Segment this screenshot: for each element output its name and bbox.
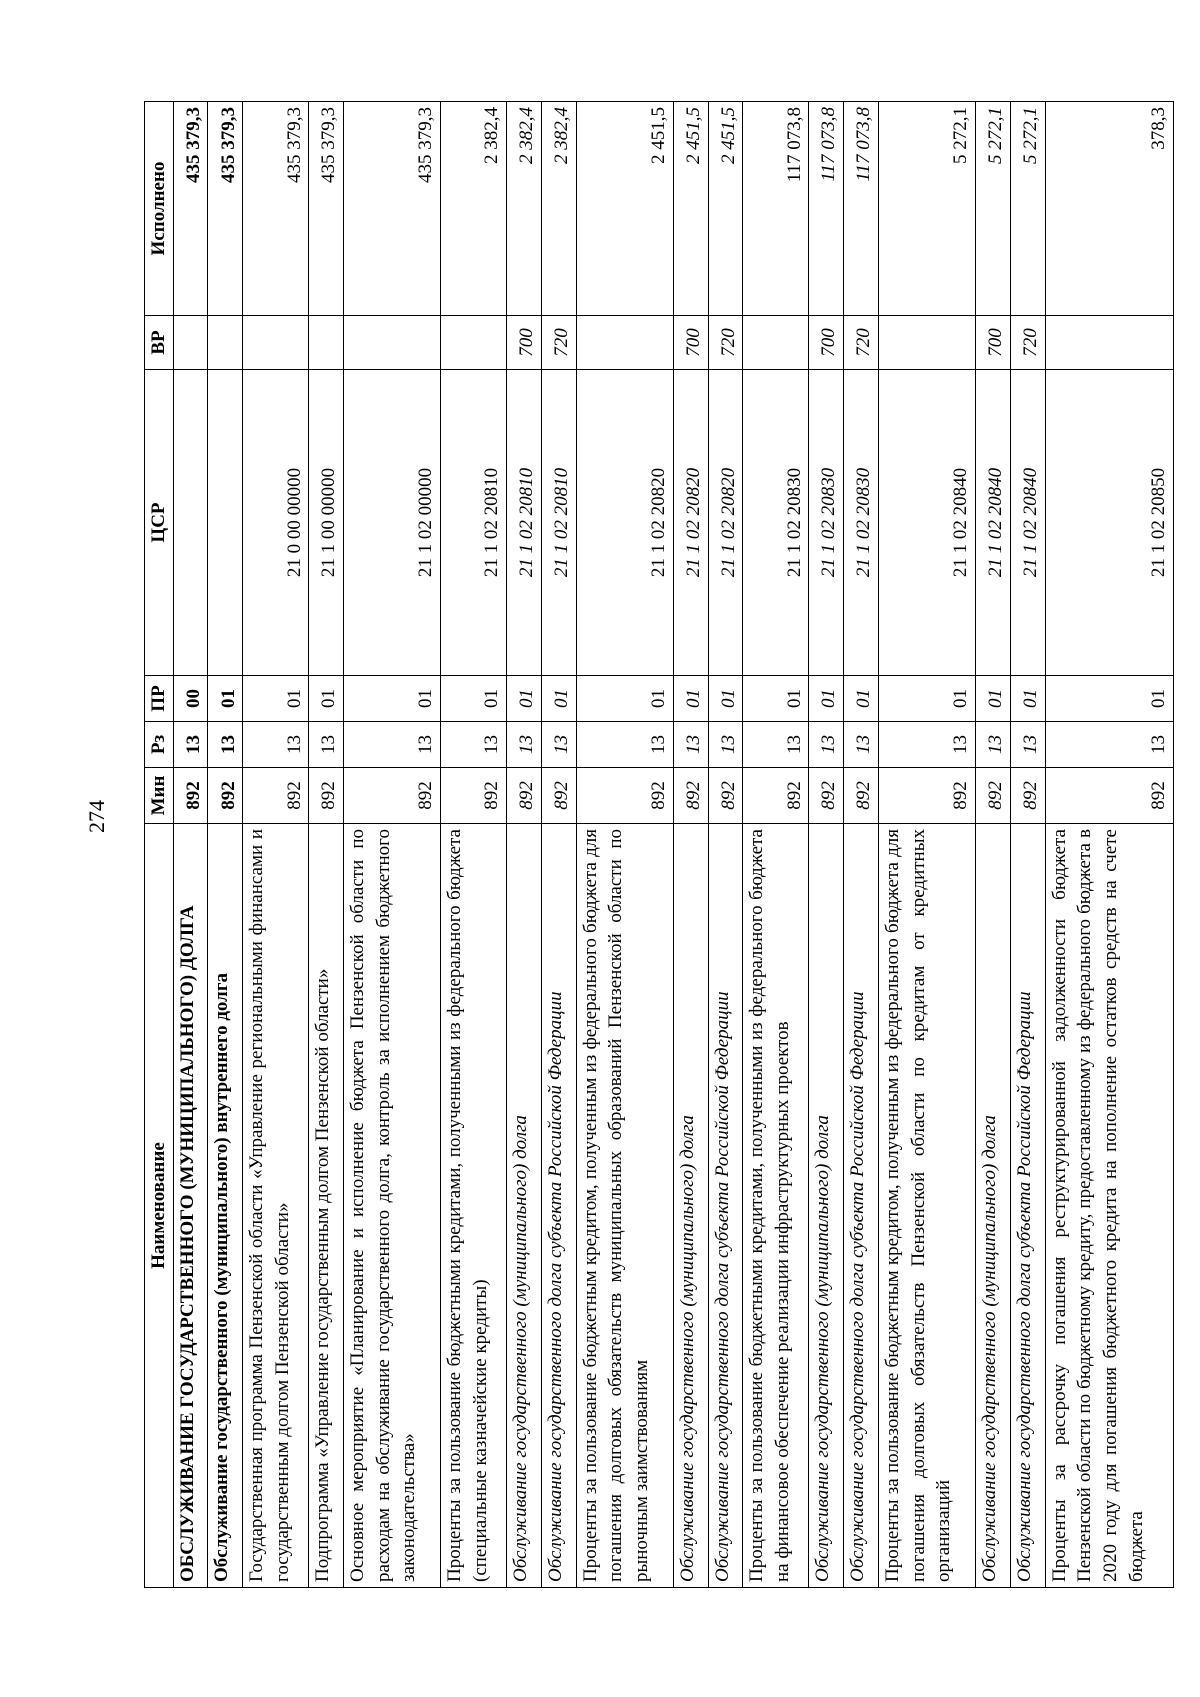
cell-pr: 01 (507, 676, 542, 722)
cell-amount: 5 272,1 (878, 102, 975, 316)
table-row (844, 102, 879, 1588)
cell-vr (208, 316, 243, 370)
table-row (743, 102, 809, 1588)
header-vr: ВР (145, 316, 174, 370)
cell-pr: 01 (343, 676, 440, 722)
header-csr: ЦСР (145, 370, 174, 676)
cell-pr: 01 (541, 676, 576, 722)
table-row (309, 102, 344, 1588)
cell-csr: 21 1 02 20810 (507, 370, 542, 676)
cell-pr: 01 (976, 676, 1011, 722)
cell-name: Проценты за пользование бюджетным кредитом, полученным из федерального бюджета для погашения долговых обязательств Пензенской области по кредитам от кредитных организаций (878, 824, 975, 1588)
cell-amount: 2 451,5 (673, 102, 708, 316)
cell-rz: 13 (243, 722, 309, 768)
cell-pr: 01 (708, 676, 743, 722)
cell-amount: 117 073,8 (809, 102, 844, 316)
header-amount: Исполнено (145, 102, 174, 316)
table-row (507, 102, 542, 1588)
cell-name: Обслуживание государственного (муниципального) долга (976, 824, 1011, 1588)
cell-rz: 13 (576, 722, 673, 768)
cell-amount: 435 379,3 (343, 102, 440, 316)
cell-name: ОБСЛУЖИВАНИЕ ГОСУДАРСТВЕННОГО (МУНИЦИПАЛЬНОГО) ДОЛГА (173, 824, 208, 1588)
cell-amount: 435 379,3 (173, 102, 208, 316)
cell-pr: 01 (1010, 676, 1045, 722)
cell-rz: 13 (673, 722, 708, 768)
cell-vr: 700 (809, 316, 844, 370)
cell-pr: 01 (309, 676, 344, 722)
table-header-row (145, 102, 174, 1588)
cell-rz: 13 (708, 722, 743, 768)
budget-table (144, 101, 1174, 1588)
cell-min: 892 (173, 768, 208, 824)
cell-vr (441, 316, 507, 370)
cell-rz: 13 (743, 722, 809, 768)
cell-csr: 21 1 02 20840 (878, 370, 975, 676)
header-rz: Рз (145, 722, 174, 768)
cell-rz: 13 (844, 722, 879, 768)
cell-min: 892 (507, 768, 542, 824)
cell-name: Проценты за рассрочку погашения реструктурированной задолженности бюджета Пензенской области по бюджетному кредиту, предоставленному из федерального бюджета в 2020 году для погашения бюджетного кредита на пополнение остатков средств на счете бюджета (1045, 824, 1173, 1588)
cell-name: Обслуживание государственного долга субъекта Российской Федерации (541, 824, 576, 1588)
cell-amount: 2 382,4 (541, 102, 576, 316)
cell-vr (576, 316, 673, 370)
cell-amount: 435 379,3 (309, 102, 344, 316)
table-row (1045, 102, 1173, 1588)
cell-min: 892 (1010, 768, 1045, 824)
cell-amount: 2 451,5 (576, 102, 673, 316)
cell-min: 892 (243, 768, 309, 824)
cell-name: Подпрограмма «Управление государственным долгом Пензенской области» (309, 824, 344, 1588)
cell-name: Обслуживание государственного (муниципального) долга (507, 824, 542, 1588)
cell-name: Проценты за пользование бюджетными кредитами, полученными из федерального бюджета (специальные казначейские кредиты) (441, 824, 507, 1588)
table-row (809, 102, 844, 1588)
cell-pr: 01 (208, 676, 243, 722)
cell-name: Государственная программа Пензенской области «Управление региональными финансами и государственным долгом Пензенской области» (243, 824, 309, 1588)
cell-rz: 13 (541, 722, 576, 768)
cell-csr: 21 1 02 20830 (743, 370, 809, 676)
cell-csr: 21 1 02 20810 (441, 370, 507, 676)
cell-csr: 21 1 02 20810 (541, 370, 576, 676)
cell-amount: 378,3 (1045, 102, 1173, 316)
cell-min: 892 (441, 768, 507, 824)
cell-csr: 21 1 02 00000 (343, 370, 440, 676)
cell-pr: 01 (743, 676, 809, 722)
cell-vr: 700 (507, 316, 542, 370)
cell-name: Основное мероприятие «Планирование и исполнение бюджета Пензенской области по расходам на обслуживание государственного долга, контроль за исполнением бюджетного законодательства» (343, 824, 440, 1588)
cell-min: 892 (343, 768, 440, 824)
cell-pr: 01 (576, 676, 673, 722)
cell-vr (173, 316, 208, 370)
cell-min: 892 (1045, 768, 1173, 824)
cell-csr: 21 1 00 00000 (309, 370, 344, 676)
cell-pr: 01 (243, 676, 309, 722)
header-pr: ПР (145, 676, 174, 722)
cell-amount: 435 379,3 (243, 102, 309, 316)
cell-csr: 21 1 02 20830 (844, 370, 879, 676)
cell-min: 892 (976, 768, 1011, 824)
cell-min: 892 (743, 768, 809, 824)
cell-pr: 01 (878, 676, 975, 722)
cell-min: 892 (878, 768, 975, 824)
cell-pr: 01 (1045, 676, 1173, 722)
cell-csr: 21 1 02 20820 (673, 370, 708, 676)
cell-amount: 117 073,8 (844, 102, 879, 316)
table-body (173, 102, 1173, 1588)
page-number: 274 (84, 800, 109, 833)
cell-amount: 435 379,3 (208, 102, 243, 316)
cell-amount: 2 451,5 (708, 102, 743, 316)
cell-vr (243, 316, 309, 370)
cell-csr: 21 0 00 00000 (243, 370, 309, 676)
cell-min: 892 (309, 768, 344, 824)
table-row (1010, 102, 1045, 1588)
cell-min: 892 (576, 768, 673, 824)
cell-name: Обслуживание государственного (муниципального) внутреннего долга (208, 824, 243, 1588)
header-min: Мин (145, 768, 174, 824)
table-row (343, 102, 440, 1588)
cell-csr: 21 1 02 20840 (1010, 370, 1045, 676)
cell-vr: 700 (673, 316, 708, 370)
table-row (441, 102, 507, 1588)
cell-csr (173, 370, 208, 676)
cell-csr: 21 1 02 20830 (809, 370, 844, 676)
cell-rz: 13 (343, 722, 440, 768)
cell-rz: 13 (208, 722, 243, 768)
cell-vr (878, 316, 975, 370)
cell-rz: 13 (173, 722, 208, 768)
cell-csr: 21 1 02 20820 (708, 370, 743, 676)
cell-name: Обслуживание государственного (муниципального) долга (673, 824, 708, 1588)
cell-vr (743, 316, 809, 370)
cell-name: Проценты за пользование бюджетным кредитом, полученным из федерального бюджета для погашения долговых обязательств муниципальных образований Пензенской области по рыночным заимствованиям (576, 824, 673, 1588)
cell-name: Проценты за пользование бюджетными кредитами, полученными из федерального бюджета на финансовое обеспечение реализации инфраструктурных проектов (743, 824, 809, 1588)
table-row (541, 102, 576, 1588)
cell-rz: 13 (976, 722, 1011, 768)
cell-min: 892 (208, 768, 243, 824)
cell-pr: 01 (809, 676, 844, 722)
cell-name: Обслуживание государственного долга субъекта Российской Федерации (844, 824, 879, 1588)
cell-rz: 13 (441, 722, 507, 768)
table-row (243, 102, 309, 1588)
cell-min: 892 (541, 768, 576, 824)
cell-rz: 13 (1010, 722, 1045, 768)
cell-rz: 13 (309, 722, 344, 768)
cell-pr: 01 (673, 676, 708, 722)
cell-vr: 720 (844, 316, 879, 370)
table-row (708, 102, 743, 1588)
table-row (576, 102, 673, 1588)
cell-name: Обслуживание государственного долга субъекта Российской Федерации (708, 824, 743, 1588)
table-row (878, 102, 975, 1588)
cell-amount: 5 272,1 (1010, 102, 1045, 316)
cell-min: 892 (809, 768, 844, 824)
cell-amount: 5 272,1 (976, 102, 1011, 316)
cell-vr: 720 (708, 316, 743, 370)
cell-csr: 21 1 02 20850 (1045, 370, 1173, 676)
cell-amount: 117 073,8 (743, 102, 809, 316)
table-row (173, 102, 208, 1588)
cell-pr: 01 (844, 676, 879, 722)
header-name: Наименование (145, 824, 174, 1588)
cell-vr: 720 (1010, 316, 1045, 370)
cell-pr: 00 (173, 676, 208, 722)
table-row (976, 102, 1011, 1588)
cell-rz: 13 (1045, 722, 1173, 768)
cell-min: 892 (708, 768, 743, 824)
cell-rz: 13 (809, 722, 844, 768)
cell-amount: 2 382,4 (507, 102, 542, 316)
cell-amount: 2 382,4 (441, 102, 507, 316)
cell-vr (309, 316, 344, 370)
cell-csr: 21 1 02 20820 (576, 370, 673, 676)
cell-vr (343, 316, 440, 370)
cell-vr: 720 (541, 316, 576, 370)
cell-vr: 700 (976, 316, 1011, 370)
rotated-table-container (144, 102, 1174, 1588)
table-row (673, 102, 708, 1588)
cell-rz: 13 (507, 722, 542, 768)
cell-vr (1045, 316, 1173, 370)
table-row (208, 102, 243, 1588)
cell-min: 892 (844, 768, 879, 824)
cell-name: Обслуживание государственного (муниципального) долга (809, 824, 844, 1588)
cell-name: Обслуживание государственного долга субъекта Российской Федерации (1010, 824, 1045, 1588)
cell-rz: 13 (878, 722, 975, 768)
cell-csr (208, 370, 243, 676)
cell-csr: 21 1 02 20840 (976, 370, 1011, 676)
cell-min: 892 (673, 768, 708, 824)
cell-pr: 01 (441, 676, 507, 722)
